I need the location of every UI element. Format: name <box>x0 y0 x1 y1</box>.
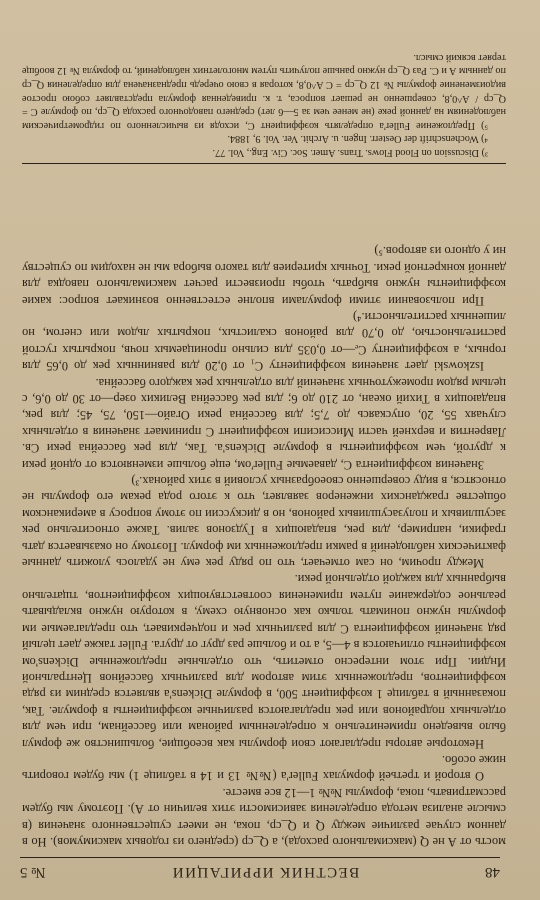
footnote: ³) Discussion on Flood Flows. Trans. Amer. Soc. Civ. Eng., Vol. 77. <box>212 147 488 158</box>
journal-title: ВЕСТНИК ИРРИГАЦИИ <box>171 864 360 881</box>
page-number: 48 <box>485 864 500 881</box>
paragraph: Между прочим, он сам отмечает, что по ряду рек ему не удалось уложить данные фактических наблюдений в рамки предложенных им формул. Поэтому он оказывается дать графики, например, для рек, впадающих в Гудзонов залив. Также относительно рек засушливых и полузасушливых районов, но в дискуссии по этому вопросу в американском обществе гражданских инженеров заявляет, что к этого рода рекам его формулы не относятся, в виду совершенно своеобразных условий в этих районах.³) <box>22 474 506 571</box>
footnote: ⁵) Предложение Fuller'а определять коэффициент C, исходя из вычисленного по гидрометрическим наблюдениям на данной реке (не менее чем за 5—6 лет) среднего паводочного расхода Q_ср, по формуле C = Q_ср / A^0,8, совершенно не решает вопроса, т. к. приведенная формула представляет собою простое видоизменение формулы № 12 Q_ср = C A^0,8, которая в свою очередь предназначена для определения Q_ср по данным A и C. Раз Q_ср нужно раньше получить путем многолетних наблюдений, то формула № 12 вообще теряет всякий смысл. <box>22 51 506 131</box>
paragraph: Некоторые авторы предлагают свои формулы как всеобщие, большинство же формул было выведено применительно к определенным районам или бассейнам, при чем для отдельных подрайонов или рек предлагаются различные коэффициенты в формуле. Так, показанный в таблице 1 коэффициент 500, в формуле Dickens'а является средним из ряда коэффициентов, предложенных этим автором для различных бассейнов Центральной Индии. При этом интересно отметить, что отдельные предложенные Dickens'ом коэффициенты отличаются в 4—5, а то и больше раз друг от друга. Fuller также дает целый ряд значений коэффициента C для различных рек и подчеркивает, что предлагаемые им формулы нужно понимать только как основную схему, в которую нужно вкладывать реальное содержание путем применения соответствующих коэффициентов, тщательно выбранных для каждой отдельной реки. <box>22 572 506 751</box>
article-body <box>22 243 506 850</box>
footnote: ⁴) Wochenschrift der Oesterr. Ingen. u. Archit. Ver. Vol. 9, 1884. <box>227 133 488 145</box>
paragraph: Iszkowski дает значения коэффициенту C₁ от 0,20 для равнинных рек до 0,65 для горных, а коэффициенту Cₑ—от 0,035 для сильно проницаемых почв, покрытых густой растительностью, до 0,70 для районов скалистых, покрытых льдом или снегом, но лишенных растительности.⁴) <box>22 310 506 374</box>
footnotes <box>22 50 506 164</box>
page-header <box>20 857 500 886</box>
paragraph: мость от A не Q (максимального расхода), а Q_ср (среднего из годовых максимумов). Но в данном случае различие между Q и Q_ср, пока, не имеет существенного значения (в смысле анализа метода определения зависимости этих величин от A). Поэтому мы будем рассматривать, пока, формулы №№ 1—12 все вместе. <box>22 785 506 849</box>
issue-number: № 5 <box>20 864 46 881</box>
paragraph: Значения коэффициента C, даваемые Fuller'ом, еще больше изменяются от одной реки к другой, чем коэффициенты в формуле Dickens'а. Так, для рек бассейна реки Св. Лаврентия и верхней части Миссисипи коэффициент C принимает значения в отдельных случаях 55, 20, опускаясь до 7,5; для бассейна реки Огайо—150, 75, 45; для рек, впадающих в Тихий океан, от 210 до 6; для рек бассейна Великих озер—от 30 до 0,6, с целым рядом промежуточных значений для отдельных рек каждого бассейна. <box>22 375 506 472</box>
paragraph: О второй и третьей формулах Fuller'а (№№ 13 и 14 в таблице 1) мы будем говорить ниже особо. <box>22 752 506 784</box>
paragraph: При пользовании этими формулами вполне естественно возникает вопрос: какие коэффициенты нужно выбрать, чтобы произвести расчет максимального паводка для данной конкретной реки. Точных критериев для такого выбора мы не находим по существу ни у одного из авторов.⁵) <box>22 244 506 308</box>
